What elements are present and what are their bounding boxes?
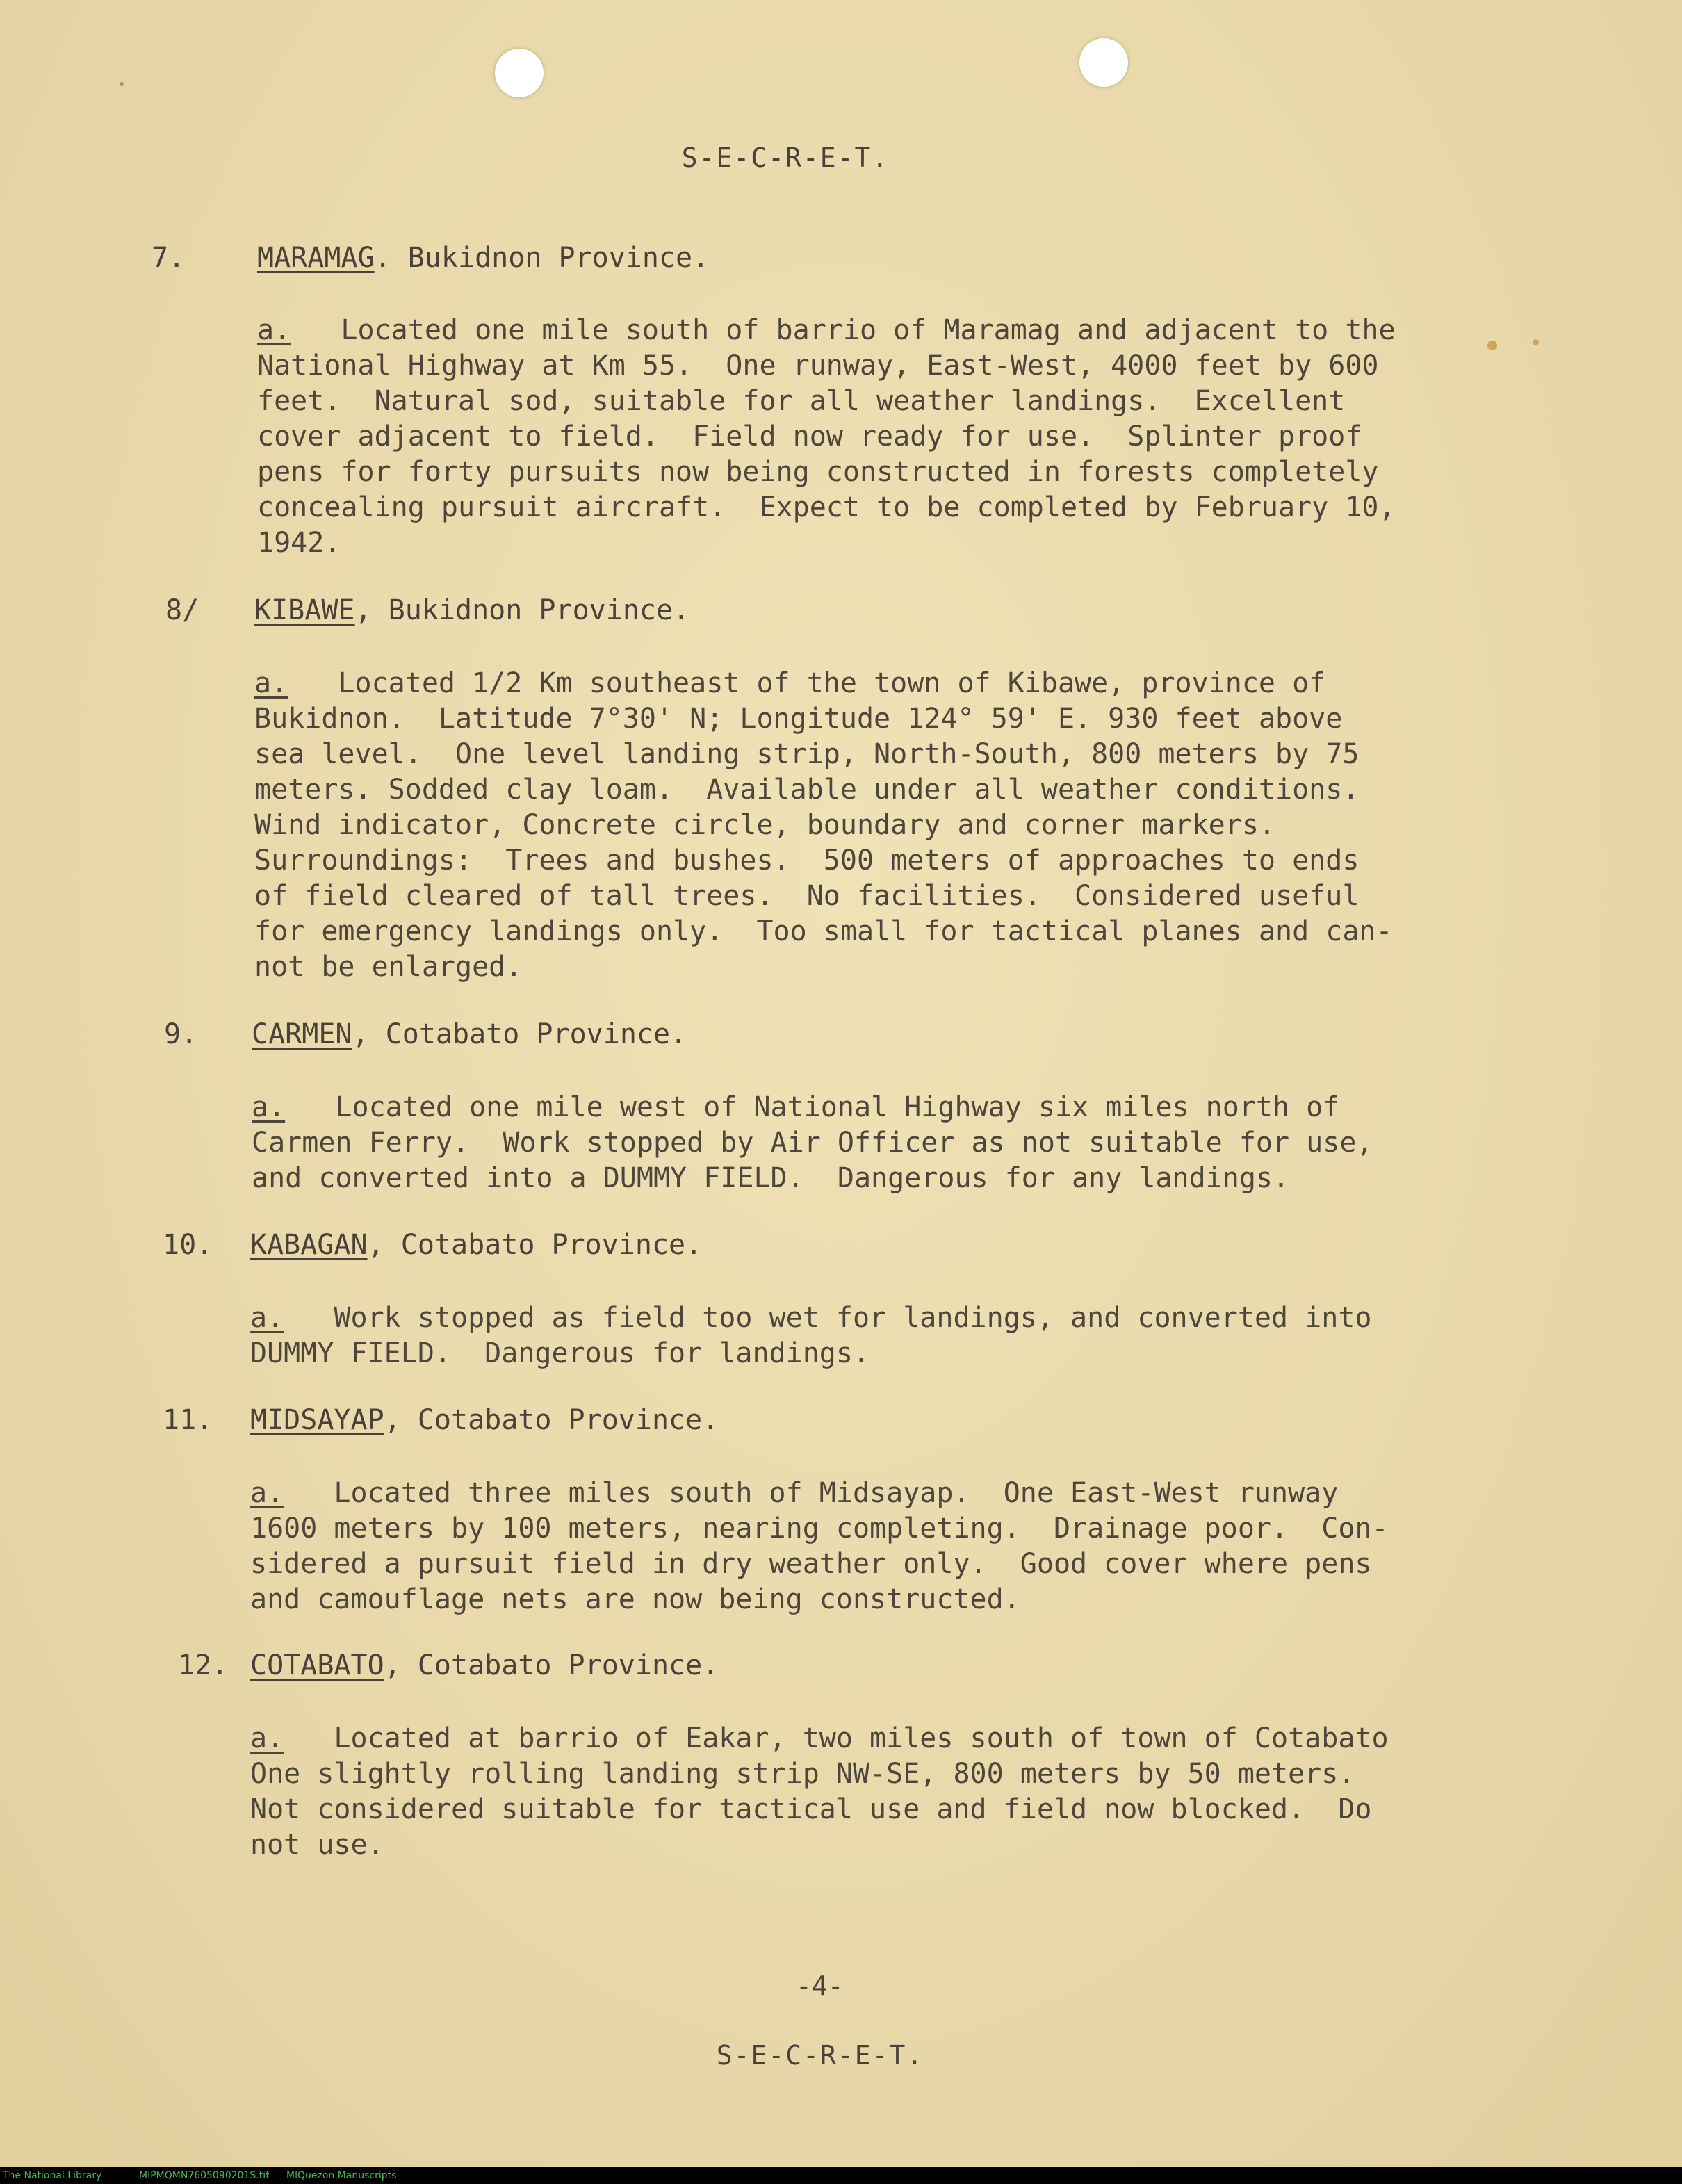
paragraph-label: a. (250, 1722, 284, 1754)
province-suffix: , Cotabato Province. (352, 1018, 687, 1050)
paragraph-text: Located three miles south of Midsayap. One East-West runway 1600 meters by 100 meters, nearing completing. Drainage poor. Con- sidered a pursuit field in dry weather only. Good cover where pens and camouflage nets are now being constructed. (250, 1477, 1389, 1615)
place-name: KABAGAN (250, 1229, 368, 1261)
paragraph (257, 313, 1396, 561)
file-label: MIPMQMN7605090201S.tif (139, 2170, 270, 2181)
paragraph-label: a. (250, 1477, 284, 1509)
section-item (0, 1018, 1682, 1194)
province-suffix: . Bukidnon Province. (374, 242, 710, 274)
section-title (257, 242, 709, 274)
stain (1487, 341, 1497, 350)
paragraph (254, 666, 1393, 985)
section-title (250, 1229, 702, 1261)
paragraph-label: a. (257, 314, 291, 346)
place-name: KIBAWE (254, 594, 355, 626)
section-title (254, 594, 689, 626)
place-name: MIDSAYAP (250, 1404, 384, 1436)
paragraph (250, 1721, 1389, 1863)
section-item (0, 242, 1682, 559)
section-title (252, 1018, 687, 1050)
section-item (0, 1649, 1682, 1861)
section-number: 7. (152, 242, 186, 274)
section-number: 10. (163, 1229, 213, 1261)
place-name: MARAMAG (257, 242, 375, 274)
paragraph-text: Located one mile south of barrio of Maramag and adjacent to the National Highway at Km 55. One runway, East-West, 4000 feet by 600 feet. Natural sod, suitable for all weather landings. Excellent cover adjacent to field. Field now ready for use. Splinter proof pens for forty pursuits now being constructed in forests completely concealing pursuit aircraft. Expect to be completed by February 10, 1942. (257, 314, 1396, 559)
section-item (0, 1229, 1682, 1369)
archive-footer-bar (0, 2167, 1682, 2184)
province-suffix: , Bukidnon Province. (354, 594, 690, 626)
place-name: CARMEN (252, 1018, 352, 1050)
punch-hole (1079, 38, 1128, 87)
section-title (250, 1649, 719, 1681)
section-number: 9. (164, 1018, 198, 1050)
section-item (0, 1404, 1682, 1615)
page-number: -4- (796, 1971, 844, 2001)
section-number: 12. (178, 1649, 229, 1681)
province-suffix: , Cotabato Province. (384, 1649, 719, 1681)
province-suffix: , Cotabato Province. (367, 1229, 703, 1261)
place-name: COTABATO (250, 1649, 384, 1681)
section-number: 8/ (165, 594, 199, 626)
security-header: S-E-C-R-E-T. (681, 142, 890, 173)
section-title (250, 1404, 719, 1436)
paragraph (250, 1301, 1372, 1371)
paragraph-text: Work stopped as field too wet for landings, and converted into DUMMY FIELD. Dangerous for landings. (250, 1302, 1372, 1369)
paragraph-text: Located 1/2 Km southeast of the town of Kibawe, province of Bukidnon. Latitude 7°30' N; Longitude 124° 59' E. 930 feet above sea level. One level landing strip, North-South, 800 meters by 75 meters. Sodded clay loam. Available under all weather conditions. Wind indicator, Concrete circle, boundary and corner markers. Surroundings: Trees and bushes. 500 meters of approaches to ends of field cleared of tall trees. No facilities. Considered useful for emergency landings only. Too small for tactical planes and can- not be enlarged. (254, 667, 1393, 983)
paragraph (252, 1090, 1373, 1196)
section-number: 11. (163, 1404, 213, 1436)
stain (1533, 339, 1539, 345)
section-item (0, 594, 1682, 983)
paragraph-text: Located at barrio of Eakar, two miles south of town of Cotabato One slightly rolling landing strip NW-SE, 800 meters by 50 meters. Not considered suitable for tactical use and field now blocked. Do not use. (250, 1722, 1389, 1861)
paragraph-label: a. (250, 1302, 284, 1334)
paragraph-text: Located one mile west of National Highway six miles north of Carmen Ferry. Work stopped by Air Officer as not suitable for use, and converted into a DUMMY FIELD. Dangerous for any landings. (252, 1091, 1373, 1194)
paragraph-label: a. (254, 667, 288, 699)
punch-hole (495, 49, 544, 97)
speck (120, 82, 124, 86)
paragraph (250, 1476, 1389, 1617)
collection-label: MlQuezon Manuscripts (286, 2170, 397, 2181)
security-footer: S-E-C-R-E-T. (716, 2040, 924, 2071)
paragraph-label: a. (252, 1091, 286, 1123)
library-label: The National Library (3, 2170, 102, 2181)
province-suffix: , Cotabato Province. (384, 1404, 719, 1436)
